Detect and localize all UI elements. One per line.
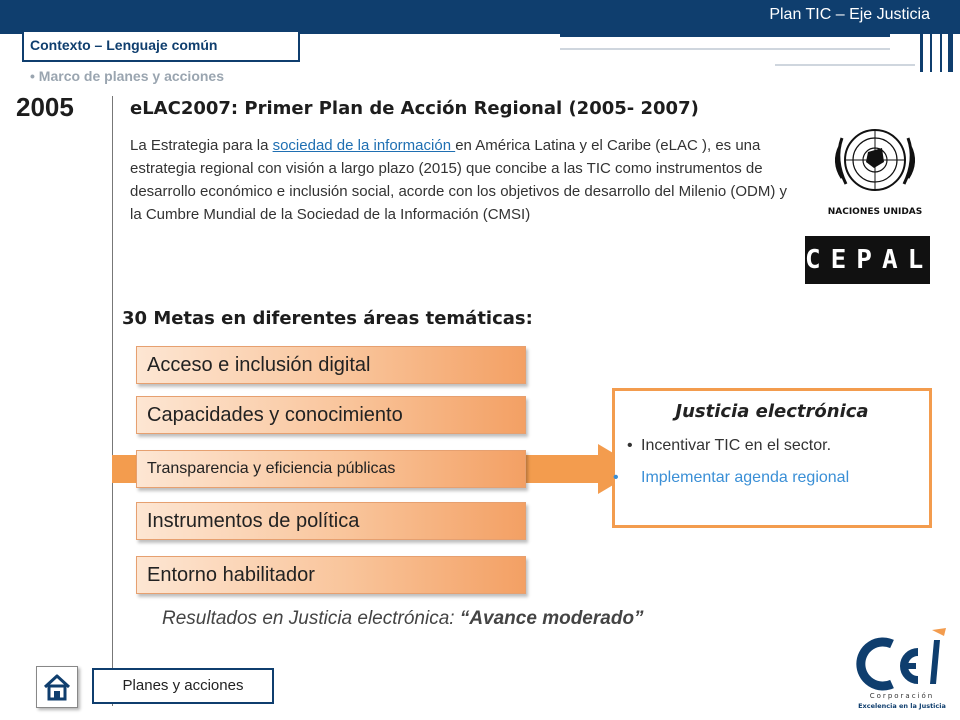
subtitle-bullet: • Marco de planes y acciones: [30, 68, 224, 84]
metas-heading: 30 Metas en diferentes áreas temáticas:: [122, 308, 533, 329]
banner-deco-line: [948, 0, 953, 72]
justicia-box: [612, 388, 932, 528]
theme-entorno: Entorno habilitador: [136, 556, 526, 594]
un-emblem-icon: [812, 118, 938, 220]
un-logo-text: NACIONES UNIDAS: [827, 207, 923, 217]
cepal-logo: CEPAL: [805, 236, 930, 284]
banner-deco-line: [940, 0, 942, 72]
results-line: [162, 608, 644, 630]
theme-transparencia: Transparencia y eficiencia públicas: [136, 450, 526, 488]
banner-stripe: [560, 34, 890, 37]
home-icon: [37, 667, 77, 707]
bullet-icon: •: [627, 437, 633, 454]
year-label: 2005: [16, 92, 74, 122]
justicia-item: [627, 435, 923, 457]
para-text-after: en América Latina y el Caribe (eLAC ), es una estrategia regional con visión a largo plazo (2015) que concibe a las TIC como instrumentos de desarrollo económico e inclusión social, acorde con los objetivos de desarrollo del Milenio (ODM) y la Cumbre Mundial de la Sociedad de la Información (CMSI): [130, 137, 787, 223]
bullet-icon: •: [613, 469, 619, 486]
results-prefix: Resultados en Justicia electrónica:: [162, 608, 460, 629]
theme-capacidades: Capacidades y conocimiento: [136, 396, 526, 434]
description-paragraph: [130, 134, 790, 226]
para-text-before: La Estrategia para la: [130, 137, 273, 154]
cej-caption-1: Corporación: [869, 692, 935, 700]
sociedad-informacion-link[interactable]: sociedad de la información: [272, 137, 456, 154]
context-label: Contexto – Lenguaje común: [30, 37, 218, 53]
theme-instrumentos: Instrumentos de política: [136, 502, 526, 540]
section-title: eLAC2007: Primer Plan de Acción Regional (2005- 2007): [130, 98, 699, 119]
cej-emblem-icon: [852, 626, 952, 712]
divider-line: [560, 48, 890, 50]
planes-acciones-button[interactable]: Planes y acciones: [92, 668, 274, 704]
cej-caption-2: Excelencia en la Justicia: [858, 702, 946, 710]
justicia-item: [613, 467, 887, 489]
justicia-item-text: Implementar agenda regional: [641, 469, 850, 486]
cej-logo: [852, 626, 952, 712]
divider-line: [775, 64, 915, 66]
justicia-item-text: Incentivar TIC en el sector.: [641, 437, 832, 454]
home-button[interactable]: [36, 666, 78, 708]
header-title: Plan TIC – Eje Justicia: [769, 6, 930, 23]
un-logo: [812, 118, 938, 220]
banner-deco-line: [930, 0, 932, 72]
theme-acceso: Acceso e inclusión digital: [136, 346, 526, 384]
results-value: “Avance moderado”: [459, 608, 644, 629]
justicia-title: Justicia electrónica: [675, 401, 869, 422]
subtitle-text: Marco de planes y acciones: [38, 68, 224, 84]
vertical-divider: [112, 96, 113, 706]
